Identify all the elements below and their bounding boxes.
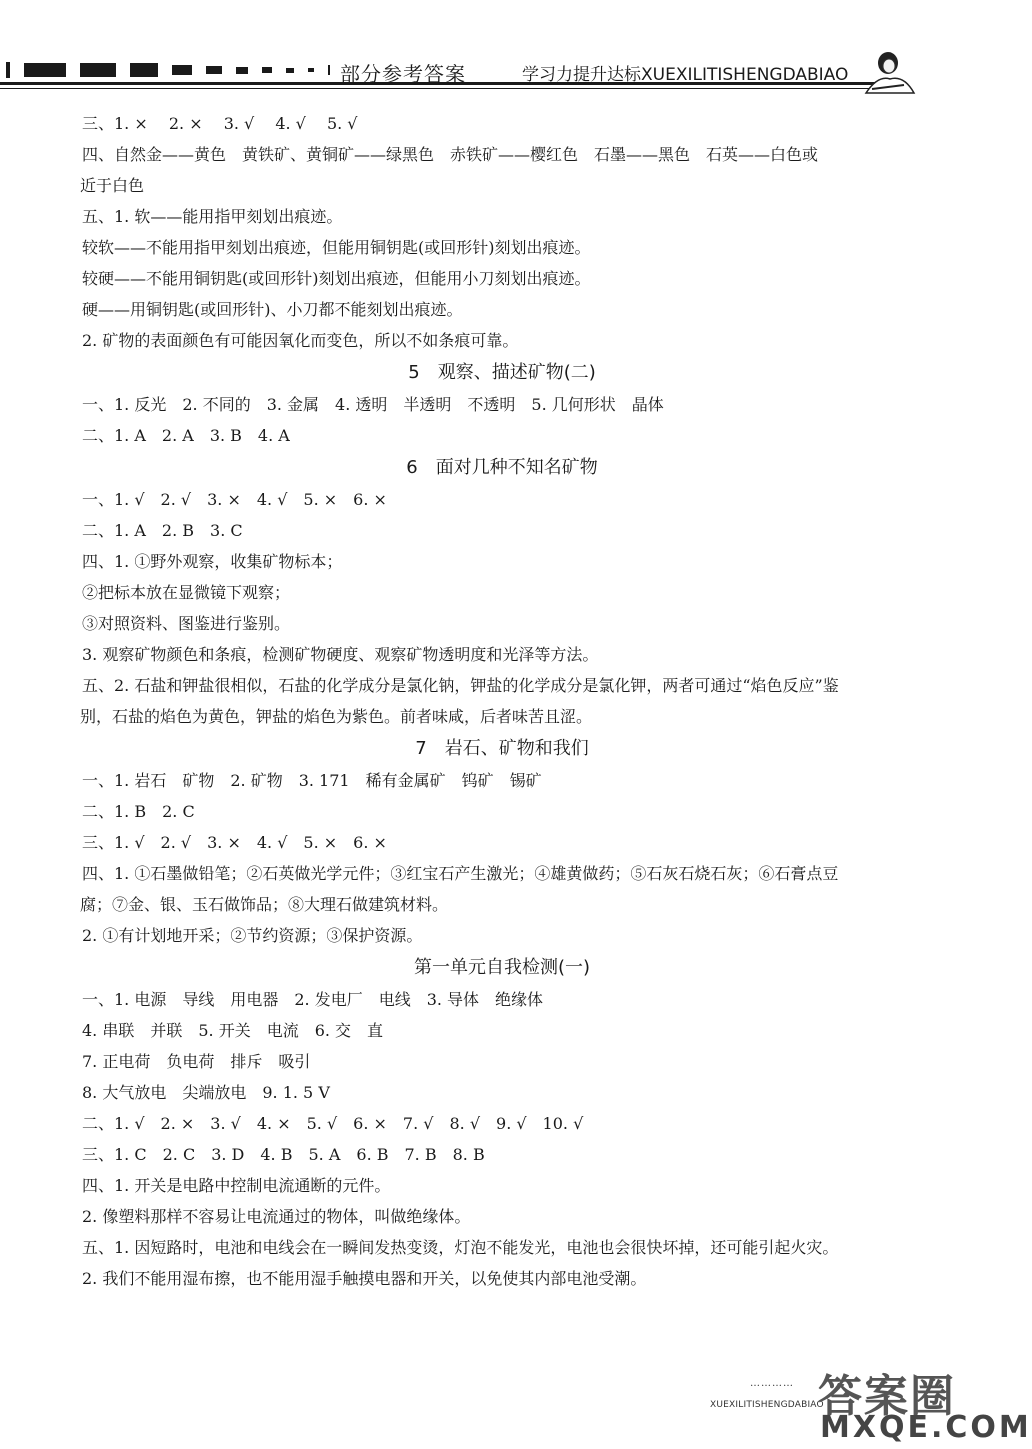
watermark-url: MXQE.COM — [820, 1410, 1032, 1445]
answer-line: 7. 正电荷 负电荷 排斥 吸引 — [82, 1052, 311, 1071]
answer-line: 四、1. ①野外观察，收集矿物标本； — [82, 552, 343, 571]
answer-line: 别，石盐的焰色为黄色，钾盐的焰色为紫色。前者味咸，后者味苦且涩。 — [80, 707, 593, 726]
answer-line: 一、1. √ 2. √ 3. × 4. √ 5. × 6. × — [82, 490, 387, 509]
answer-line: 二、1. A 2. B 3. C — [82, 521, 243, 540]
answer-line: 2. 像塑料那样不容易让电流通过的物体，叫做绝缘体。 — [82, 1207, 471, 1226]
answer-line: 二、1. √ 2. × 3. √ 4. × 5. √ 6. × 7. √ 8. √ 9. √ 10. √ — [82, 1114, 584, 1133]
answer-line: 五、2. 石盐和钾盐很相似，石盐的化学成分是氯化钠，钾盐的化学成分是氯化钾，两者可通过“焰色反应”鉴 — [82, 676, 839, 695]
answer-line: 一、1. 电源 导线 用电器 2. 发电厂 电线 3. 导体 绝缘体 — [82, 990, 544, 1009]
answer-line: 四、1. ①石墨做铅笔；②石英做光学元件；③红宝石产生激光；④雄黄做药；⑤石灰石烧石灰；⑥石膏点豆 — [82, 864, 839, 883]
answer-line: 4. 串联 并联 5. 开关 电流 6. 交 直 — [82, 1021, 384, 1040]
answer-line: 硬——用铜钥匙(或回形针)、小刀都不能刻划出痕迹。 — [82, 300, 463, 319]
answer-line: ③对照资料、图鉴进行鉴别。 — [82, 614, 291, 633]
answer-line: 近于白色 — [80, 176, 145, 195]
answer-line: 四、1. 开关是电路中控制电流通断的元件。 — [82, 1176, 391, 1195]
answer-line: 8. 大气放电 尖端放电 9. 1. 5 V — [82, 1083, 330, 1102]
answer-line: 三、1. √ 2. √ 3. × 4. √ 5. × 6. × — [82, 833, 387, 852]
section-heading: 第一单元自我检测(一) — [413, 957, 591, 978]
answer-line: 四、自然金——黄色 黄铁矿、黄铜矿——绿黑色 赤铁矿——樱红色 石墨——黑色 石英——白色或 — [82, 145, 819, 164]
answer-line: 腐；⑦金、银、玉石做饰品；⑧大理石做建筑材料。 — [80, 895, 449, 914]
header-rule-thin — [0, 88, 880, 89]
header-dash-decoration — [6, 62, 330, 78]
answer-line: 一、1. 岩石 矿物 2. 矿物 3. 171 稀有金属矿 钨矿 锡矿 — [82, 771, 542, 790]
answer-content — [82, 108, 922, 1294]
section-heading: 7 岩石、矿物和我们 — [415, 738, 589, 759]
page-header — [0, 0, 1000, 100]
answer-line: 2. ①有计划地开采；②节约资源；③保护资源。 — [82, 926, 423, 945]
answer-line: 2. 矿物的表面颜色有可能因氧化而变色，所以不如条痕可靠。 — [82, 331, 519, 350]
answer-line: 较软——不能用指甲刻划出痕迹，但能用铜钥匙(或回形针)刻划出痕迹。 — [82, 238, 591, 257]
page-footer — [700, 1350, 1032, 1449]
answer-line: 三、1. C 2. C 3. D 4. B 5. A 6. B 7. B 8. B — [82, 1145, 485, 1164]
header-brand: 学习力提升达标XUEXILITISHENGDABIAO — [522, 65, 849, 85]
answer-line: 一、1. 反光 2. 不同的 3. 金属 4. 透明 半透明 不透明 5. 几何形状 晶体 — [82, 395, 664, 414]
footer-dots: ………… — [750, 1378, 794, 1389]
header-title: 部分参考答案 — [340, 62, 466, 86]
answer-line: ②把标本放在显微镜下观察； — [82, 583, 291, 602]
answer-line: 二、1. B 2. C — [82, 802, 195, 821]
answer-line: 三、1. × 2. × 3. √ 4. √ 5. √ — [82, 114, 358, 133]
section-heading: 5 观察、描述矿物(二) — [408, 362, 596, 383]
answer-line: 2. 我们不能用湿布擦，也不能用湿手触摸电器和开关，以免使其内部电池受潮。 — [82, 1269, 647, 1288]
answer-line: 五、1. 软——能用指甲刻划出痕迹。 — [82, 207, 343, 226]
answer-line: 较硬——不能用铜钥匙(或回形针)刻划出痕迹，但能用小刀刻划出痕迹。 — [82, 269, 591, 288]
watermark-logo: 答案圈 — [818, 1371, 956, 1422]
answer-line: 二、1. A 2. A 3. B 4. A — [82, 426, 290, 445]
answer-line: 3. 观察矿物颜色和条痕，检测矿物硬度、观察矿物透明度和光泽等方法。 — [82, 645, 599, 664]
section-heading: 6 面对几种不知名矿物 — [406, 457, 598, 478]
reading-girl-icon — [858, 45, 918, 95]
answer-line: 五、1. 因短路时，电池和电线会在一瞬间发热变烫，灯泡不能发光，电池也会很快坏掉，还可能引起火灾。 — [82, 1238, 839, 1257]
footer-brand: XUEXILITISHENGDABIAO — [710, 1400, 824, 1410]
